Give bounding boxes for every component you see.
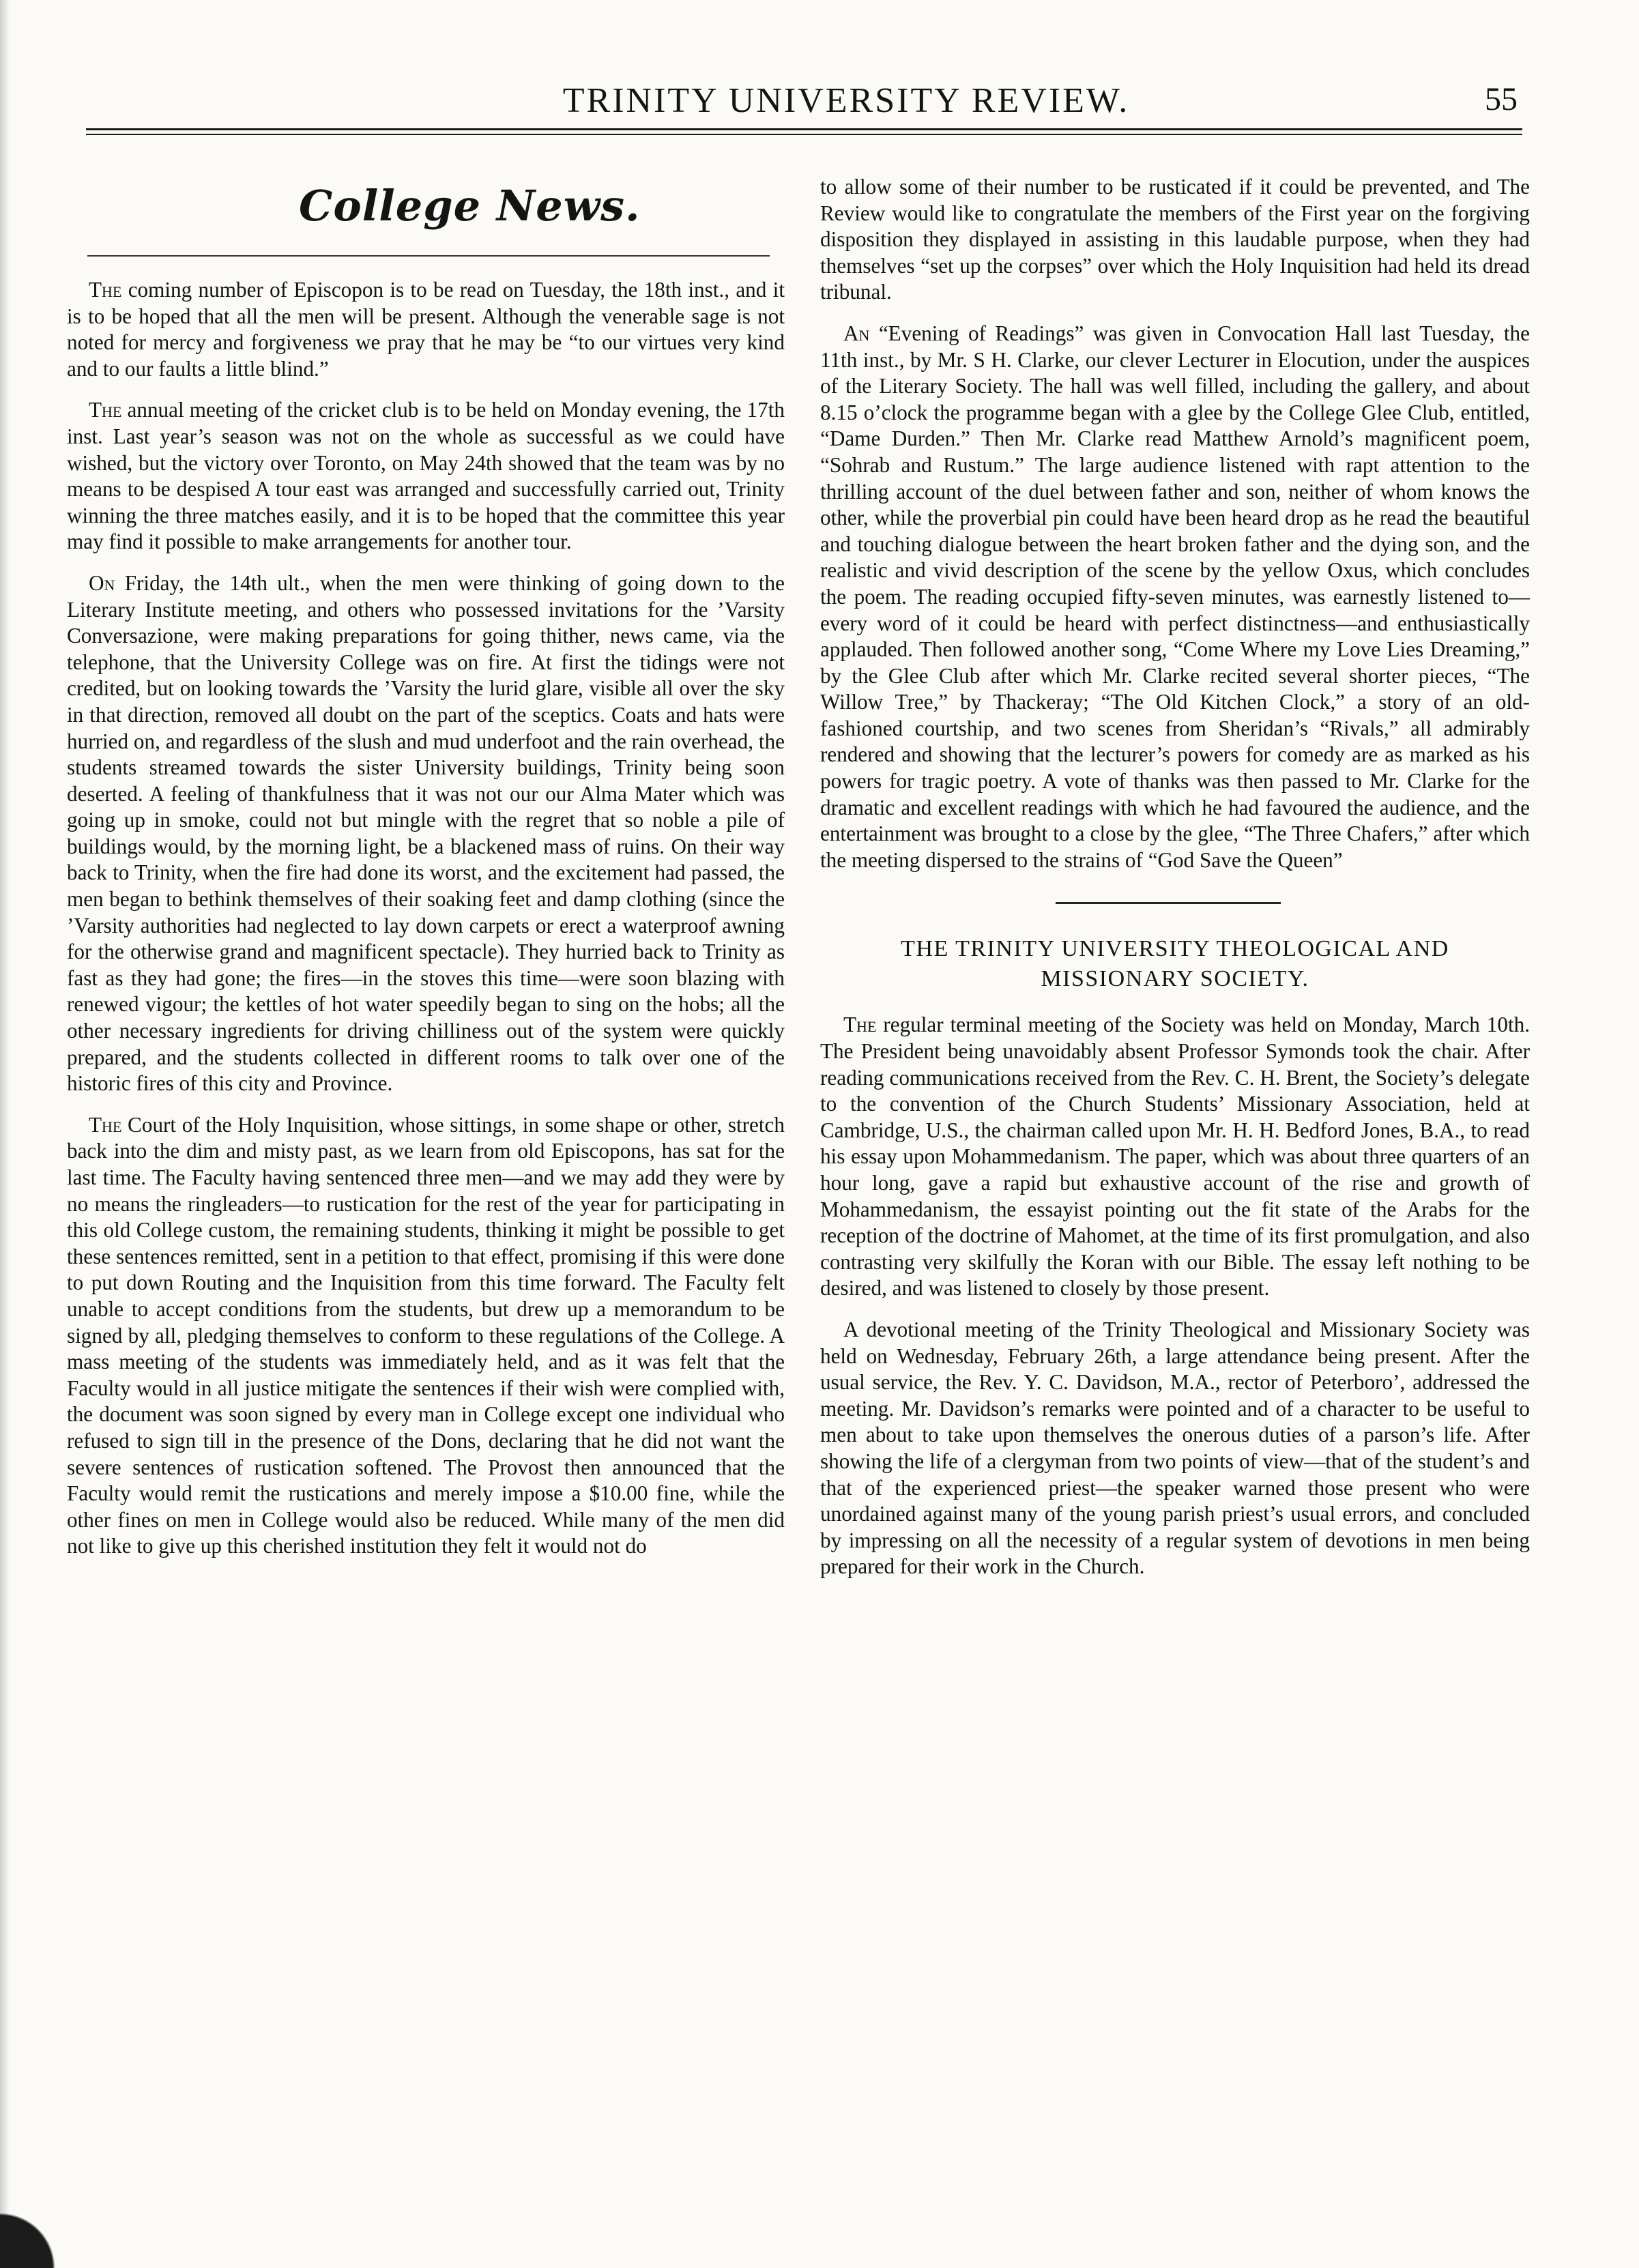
- page-edge-shadow: [0, 0, 10, 2268]
- left-column: [67, 174, 785, 1575]
- paragraph-lead: The: [89, 1112, 122, 1137]
- society-heading-line-1: THE TRINITY UNIVERSITY THEOLOGICAL AND: [901, 936, 1449, 962]
- paragraph-lead: On: [89, 570, 115, 595]
- society-heading: [820, 934, 1530, 994]
- header-rule: [86, 128, 1522, 130]
- paragraph-text: regular terminal meeting of the Society was held on Monday, March 10th. The President being unavoidably absent Professor Symonds took the chair. After reading communications received from the Rev. C. H. Brent, the Society’s delegate to the convention of the Church Students’ Missionary Association, held at Cambridge, U.S., the chairman called upon Mr. H. H. Bedford Jones, B.A., to read his essay upon Mohammedanism. The paper, which was about three quarters of an hour long, gave a rapid but exhaustive account of the rise and growth of Mohammedanism, the essayist pointing out the fit state of the Arabs for the reception of the doctrine of Mahomet, at the time of its first promulgation, and also contrasting very skilfully the Koran with our Bible. The essay left nothing to be desired, and was listened to closely by those present.: [820, 1013, 1530, 1300]
- header-rule-thin: [86, 134, 1522, 135]
- paragraph-inquisition-continued: [820, 174, 1530, 306]
- page-number: 55: [1485, 81, 1518, 117]
- paragraph-holy-inquisition: [67, 1112, 785, 1560]
- paragraph-text: A devotional meeting of the Trinity Theological and Missionary Society was held on Wednesday, February 26th, a large attendance being present. After the usual service, the Rev. Y. C. Davidson, M.A., rector of Peterboro’, addressed the meeting. Mr. Davidson’s remarks were pointed and of a character to be useful to men about to take upon themselves the onerous duties of a parson’s life. After showing the life of a clergyman from two points of view—that of the student’s and that of the experienced priest—the speaker warned those present who were unordained against many of the young parish priest’s usual errors, and concluded by impressing on all the necessity of a regular system of devotions in men being prepared for their work in the Church.: [820, 1317, 1530, 1579]
- paragraph-university-college-fire: [67, 570, 785, 1097]
- paragraph-text: Court of the Holy Inquisition, whose sittings, in some shape or other, stretch back into the dim and misty past, as we learn from old Episcopons, has sat for the last time. The Faculty having sentenced three men—and we may add they were by no means the ringleaders—to rustication for the rest of the year for participating in this old College custom, the remaining students, thinking it might be possible to get these sentences remitted, sent in a petition to that effect, promising if this were done to put down Routing and the Inquisition from this time forward. The Faculty felt unable to accept conditions from the students, but drew up a memorandum to be signed by all, pledging themselves to conform to these regulations of the College. A mass meeting of the students was immediately held, and as it was felt that the Faculty would in all justice mitigate the sentences if their wish were complied with, the document was soon signed by every man in College except one individual who refused to sign till in the presence of the Dons, declaring that he did not want the severe sentences of rustication softened. The Provost then announced that the Faculty would remit the rustications and merely impose a $10.00 fine, while the other fines on men in College would also be reduced. While many of the men did not like to give up this cherished institution they felt it would not do: [67, 1112, 785, 1558]
- paragraph-text: “Evening of Readings” was given in Convocation Hall last Tuesday, the 11th inst., by Mr. S H. Clarke, our clever Lecturer in Elocution, under the auspices of the Literary Society. The hall was well filled, including the gallery, and about 8.15 o’clock the programme began with a glee by the College Glee Club, entitled, “Dame Durden.” Then Mr. Clarke read Matthew Arnold’s magnificent poem, “Sohrab and Rustum.” The large audience listened with rapt attention to the thrilling account of the duel between father and son, neither of whom knows the other, while the proverbial pin could have been heard drop as he read the beautiful and touching dialogue between the heart broken father and the dying son, and the realistic and vivid description of the scene by the yellow Oxus, which concludes the poem. The reading occupied fifty-seven minutes, was earnestly listened to—every word of it could be heard with perfect distinctness—and enthusiastically applauded. Then followed another song, “Come Where my Love Lies Dreaming,” by the Glee Club after which Mr. Clarke recited several shorter pieces, “The Willow Tree,” by Thackeray; “The Old Kitchen Clock,” a story of an old-fashioned courtship, and two scenes from Sheridan’s “Rivals,” all admirably rendered and showing that the lecturer’s powers for comedy are as marked as his powers for tragic poetry. A vote of thanks was then passed to Mr. Clarke for the dramatic and excellent readings with which he had favoured the audience, and the entertainment was brought to a close by the glee, “The Three Chafers,” after which the meeting dispersed to the strains of “God Save the Queen”: [820, 321, 1530, 872]
- paragraph-text: coming number of Episcopon is to be read on Tuesday, the 18th inst., and it is to be hoped that all the men will be present. Although the venerable sage is not noted for mercy and forgiveness we pray that he may be “to our virtues very kind and to our faults a little blind.”: [67, 278, 785, 381]
- paragraph-lead: The: [89, 278, 122, 302]
- paragraph-terminal-meeting: [820, 1012, 1530, 1302]
- paragraph-text: Friday, the 14th ult., when the men were thinking of going down to the Literary Institute meeting, and others who possessed invitations for the ’Varsity Conversazione, were making preparations for going thither, news came, via the telephone, that the University College was on fire. At first the tidings were not credited, but on looking towards the ’Varsity the lurid glare, visible all over the sky in that direction, removed all doubt on the part of the sceptics. Coats and hats were hurried on, and regardless of the slush and mud underfoot and the rain overhead, the students streamed towards the sister University buildings, Trinity being soon deserted. A feeling of thankfulness that it was not our our Alma Mater which was going up in smoke, could not but mingle with the regret that so noble a pile of buildings would, by the morning light, be a blackened mass of ruins. On their way back to Trinity, when the fire had done its worst, and the excitement had passed, the men began to bethink themselves of their soaking feet and damp clothing (since the ’Varsity authorities had neglected to lay down carpets or erect a waterproof awning for the otherwise grand and magnificent spectacle). They hurried back to Trinity as fast as they had gone; the fires—in the stoves this time—were soon blazing with renewed vigour; the kettles of hot water speedily began to sing on the hobs; all the other necessary ingredients for driving chilliness out of the system were quickly prepared, and the students collected in different rooms to talk over one of the historic fires of this city and Province.: [67, 570, 785, 1096]
- section-separator-rule: [1056, 902, 1281, 904]
- section-title-college-news: College News.: [299, 181, 641, 231]
- section-title-rule: [87, 255, 770, 257]
- paragraph-lead: The: [89, 398, 122, 422]
- paragraph-cricket-club: [67, 397, 785, 555]
- page-corner-shadow: [0, 2159, 61, 2268]
- right-column: [820, 174, 1530, 1595]
- paragraph-lead: An: [843, 321, 870, 345]
- society-heading-line-2: MISSIONARY SOCIETY.: [1041, 966, 1309, 992]
- paragraph-episcopon: [67, 277, 785, 382]
- paragraph-lead: The: [843, 1013, 877, 1037]
- paragraph-text: annual meeting of the cricket club is to be held on Monday evening, the 17th inst. Last year’s season was not on the whole as successful as we could have wished, but the victory over Toronto, on May 24th showed that the team was by no means to be despised A tour east was arranged and successfully carried out, Trinity winning the three matches easily, and it is to be hoped that the committee this year may find it possible to make arrangements for another tour.: [67, 398, 785, 554]
- paragraph-text: to allow some of their number to be rusticated if it could be prevented, and The Review would like to congratulate the members of the First year on the forgiving disposition they displayed in assisting in this laudable purpose, when they had themselves “set up the corpses” over which the Holy Inquisition had held its dread tribunal.: [820, 175, 1530, 304]
- paragraph-devotional-meeting: [820, 1317, 1530, 1580]
- running-title: TRINITY UNIVERSITY REVIEW.: [562, 81, 1130, 120]
- paragraph-evening-of-readings: [820, 321, 1530, 873]
